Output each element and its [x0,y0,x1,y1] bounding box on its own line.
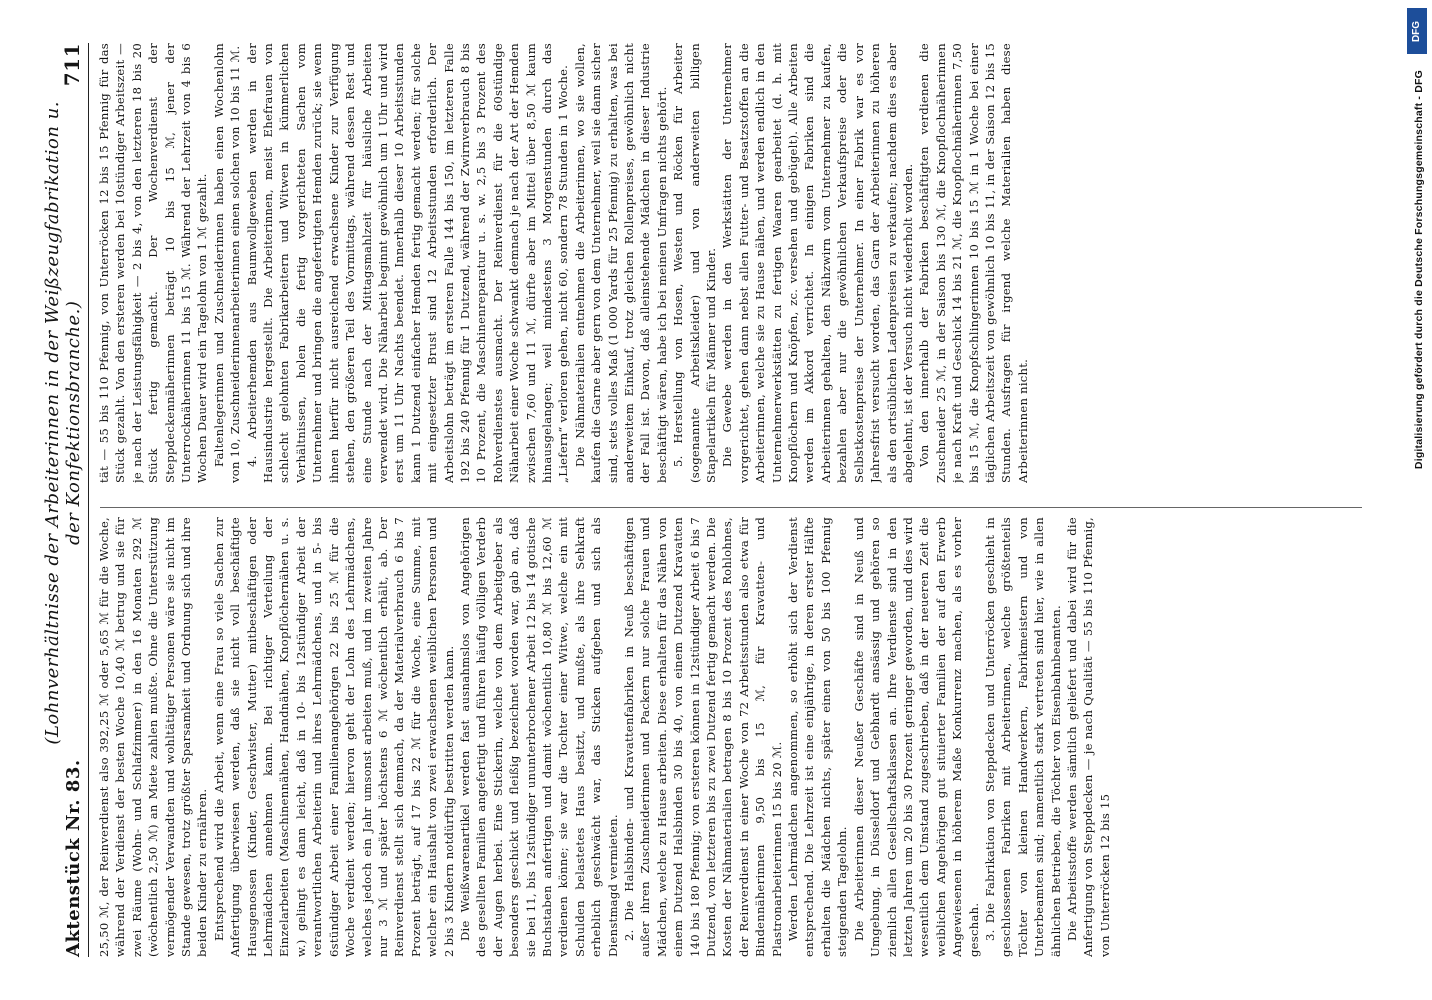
paragraph: 3. Die Fabrikation von Steppdecken und Unterröcken geschieht in geschlossenen Fabriken mit Arbeiterinnen, welche größtenteils Töchter von kleinen Handwerkern, Fabrikmeistern und von Unterbeamten sind; namentlich stark vertreten sind hier, wie in allen ähnlichen Betrieben, die Töchter von Eisenbahnbeamten. [982,517,1063,957]
paragraph: 2. Die Halsbinden- und Kravattenfabriken in Neuß beschäftigen außer ihren Zuschneiderinnen und Packern nur solche Frauen und Mädchen, welche zu Hause arbeiten. Diese erhalten für das Nähen von einem Dutzend Halsbinden 30 bis 40, von einem Dutzend Kravatten 140 bis 180 Pfennig; von ersteren können in 12stündiger Arbeit 6 bis 7 Dutzend, von letzteren bis zu zwei Dutzend fertig gemacht werden. Die Kosten der Nähmaterialien betragen 8 bis 10 Prozent des Rohlohnes, der Reinverdienst in einer Woche von 72 Arbeitsstunden also etwa für Bindennäherinnen 9,50 bis 15 ℳ, für Kravatten- und Plastronarbeiterinnen 15 bis 20 ℳ. [622,517,784,957]
paragraph: Entsprechend wird die Arbeit, wenn eine Frau so viele Sachen zur Anfertigung überwiesen werden, daß sie nicht voll beschäftigte Hausgenossen (Kinder, Geschwister, Mutter) mitbeschäftigen oder Lehrmädchen annehmen kann. Bei richtiger Verteilung der Einzelarbeiten (Maschinennähen, Handnähen, Knopflöchernähen u. s. w.) gelingt es dann leicht, daß in 10- bis 12stündiger Arbeit der verantwortlichen Arbeiterin und ihres Lehrmädchens, und in 5- bis 6stündiger Arbeit einer Familienangehörigen 22 bis 25 ℳ für die Woche verdient werden; hiervon geht der Lohn des Lehrmädchens, welches jedoch ein Jahr umsonst arbeiten muß, und im zweiten Jahre nur 3 ℳ und später höchstens 6 ℳ wöchentlich erhält, ab. Der Reinverdienst stellt sich demnach, da der Materialverbrauch 6 bis 7 Prozent beträgt, auf 17 bis 22 ℳ für die Woche, eine Summe, mit welcher ein Haushalt von zwei erwachsenen weiblichen Personen und 2 bis 3 Kindern notdürftig bestritten werden kann. [211,517,456,957]
rotated-page-frame [36,25,1396,975]
paragraph: Die Arbeitsstoffe werden sämtlich geliefert und dabei wird für die Anfertigung von Steppdecken — je nach Qualität — 55 bis 110 Pfennig, von Unterröcken 12 bis 15 [1064,517,1112,957]
document-page [36,25,1381,975]
paragraph: Werden Lehrmädchen angenommen, so erhöht sich der Verdienst entsprechend. Die Lehrzeit ist eine einjährige, in deren erster Hälfte erhalten die Mädchen nichts, später einen von 50 bis 100 Pfennig steigenden Tagelohn. [786,517,850,957]
page-number: 711 [60,43,84,87]
right-text-column [96,43,1366,483]
paragraph: Faltenlegerinnen und Zuschneiderinnen haben einen Wochenlohn von 10, Zuschneiderinnenarbeiterinnen einen solchen von 10 bis 11 ℳ. [211,43,243,483]
left-text-column [96,517,1366,957]
column-divider [100,507,1362,508]
digitization-credit: Digitalisierung gefördert durch die Deutsche Forschungsgemeinschaft - DFG [1413,70,1425,470]
paragraph: Die Arbeiterinnen dieser Neußer Geschäfte sind in Neuß und Umgebung, in Düsseldorf und Gebhardt ansässig und gehören so ziemlich allen Gesellschaftsklassen an. Ihre Verdienste sind in den letzten Jahren um 20 bis 30 Prozent geringer geworden, und dies wird wesentlich dem Umstand zugeschrieben, daß in der neueren Zeit die weiblichen Angehörigen gut situierter Familien der auf den Erwerb Angewiesenen in höherem Maße Konkurrenz machen, als es vorher geschah. [851,517,981,957]
paragraph: 5. Herstellung von Hosen, Westen und Röcken für Arbeiter (sogenannte Arbeitskleider) und von anderweiten billigen Stapelartikeln für Männer und Kinder. [671,43,719,483]
paragraph: tät — 55 bis 110 Pfennig, von Unterröcken 12 bis 15 Pfennig für das Stück gezahlt. Von den ersteren werden bei 10stündiger Arbeitszeit — je nach der Leistungsfähigkeit — 2 bis 4, von den letzteren 18 bis 20 Stück fertig gemacht. Der Wochenverdienst der Steppdeckennäherinnen beträgt 10 bis 15 ℳ, jener der Unterrocknäherinnen 11 bis 15 ℳ. Während der Lehrzeit von 4 bis 6 Wochen Dauer wird ein Tagelohn von 1 ℳ gezahlt. [97,43,210,483]
paragraph: 4. Arbeiterhemden aus Baumwollgeweben werden in der Hausindustrie hergestellt. Die Arbeiterinnen, meist Ehefrauen von schlecht gelohnten Fabrikarbeitern und Witwen in kümmerlichen Verhältnissen, holen die fertig vorgerichteten Sachen vom Unternehmer und bringen die angefertigten Hemden zurück; sie wenn ihnen hierfür nicht ausreichend erwachsene Kinder zur Verfügung stehen, den größeren Teil des Vormittags, während dessen Rest und eine Stunde nach der Mittagsmahlzeit für häusliche Arbeiten verwendet wird. Die Näharbeit beginnt gewöhnlich um 1 Uhr und wird erst um 11 Uhr Nachts beendet. Innerhalb dieser 10 Arbeitsstunden kann 1 Dutzend einfacher Hemden fertig gemacht werden; für solche mit eingesetzter Brust sind 12 Arbeitsstunden erforderlich. Der Arbeitslohn beträgt im ersteren Falle 144 bis 150, im letzteren Falle 192 bis 240 Pfennig für 1 Dutzend, während der Zwirnverbrauch 8 bis 10 Prozent, die Maschinenreparatur u. s. w. 2,5 bis 3 Prozent des Rohverdienstes ausmacht. Der Reinverdienst für die 60stündige Näharbeit einer Woche schwankt demnach je nach der Art der Hemden zwischen 7,60 und 11 ℳ, dürfte aber im Mittel über 8,50 ℳ kaum hinausgelangen; weil mindestens 3 Morgenstunden durch das „Liefern“ verloren gehen, nicht 60, sondern 78 Stunden in 1 Woche. [244,43,571,483]
paragraph: Die Gewebe werden in den Werkstätten der Unternehmer vorgerichtet, gehen dann nebst allen Futter- und Besatzstoffen an die Arbeiterinnen, welche sie zu Hause nähen, und werden endlich in den Unternehmerwerkstätten zu fertigen Waaren gearbeitet (d. h. mit Knopflöchern und Knöpfen, zc. versehen und gebügelt). Alle Arbeiten werden im Akkord verrichtet. In einigen Fabriken sind die Arbeiterinnen gehalten, den Nähzwirn vom Unternehmer zu kaufen, bezahlen aber nur die gewöhnlichen Verkaufspreise oder die Selbstkostenpreise der Unternehmer. In einer Fabrik war es vor Jahresfrist versucht worden, das Garn der Arbeiterinnen zu höheren als den ortsüblichen Ladenpreisen zu verkaufen; nachdem dies es aber abgelehnt, ist der Versuch nicht wiederholt worden. [720,43,915,483]
dfg-logo: DFG [1407,8,1427,54]
paragraph: Die Weißwarenartikel werden fast ausnahmslos von Angehörigen des gesellten Familien angefertigt und führen häufig völligen Verderb der Augen herbei. Eine Stickerin, welche von dem Arbeitgeber als besonders geschickt und fleißig bezeichnet worden war, gab an, daß sie bei 11, bis 12stündiger ununterbrochener Arbeit 12 bis 14 gotische Buchstaben anfertigen und damit wöchentlich 10,80 ℳ bis 12,60 ℳ verdienen könne; sie war die Tochter einer Witwe, welche ein mit Schulden belastetes Haus besitzt, und mußte, als ihre Sehkraft erheblich geschwächt war, das Sticken aufgeben und sich als Dienstmagd vermieten. [457,517,620,957]
page-header [42,43,84,957]
header-rule [88,43,89,957]
paragraph: 25,50 ℳ, der Reinverdienst also 392,25 ℳ oder 5,65 ℳ für die Woche, während der Verdienst der besten Woche 10,40 ℳ betrug und sie für zwei Räume (Wohn- und Schlafzimmer) in den 16 Monaten 292 ℳ (wöchentlich 2,50 ℳ) an Miete zahlen mußte. Ohne die Unterstützung vermögender Verwandten und wohltätiger Personen wäre sie nicht im Stande gewesen, trotz größter Sparsamkeit und Ordnung sich und ihre beiden Kinder zu ernähren. [97,517,210,957]
paragraph: Die Nähmaterialien entnehmen die Arbeiterinnen, wo sie wollen, kaufen die Garne aber gern von dem Unternehmer, weil sie dann sicher sind, stets volles Maß (1 000 Yards für 25 Pfennig) zu erhalten, was bei anderweitem Einkauf, trotz gleichen Rollenpreises, gewöhnlich nicht der Fall ist. Davon, daß alleinstehende Mädchen in dieser Industrie beschäftigt wären, habe ich bei meinen Umfragen nichts gehört. [572,43,669,483]
running-title: (Lohnverhältnisse der Arbeiterinnen in der Weißzeugfabrikation u. der Konfektionsbranche.) [42,101,84,745]
paragraph: Von den innerhalb der Fabriken beschäftigten verdienen die Zuschneider 25 ℳ, in der Saison bis 130 ℳ, die Knopflochnäherinnen je nach Kraft und Geschick 14 bis 21 ℳ, die Knopflochnäherinnen 7,50 bis 15 ℳ, die Knopfschlingerinnen 10 bis 15 ℳ in 1 Woche bei einer täglichen Arbeitszeit von gewöhnlich 10 bis 11, in der Saison 12 bis 15 Stunden. Ausfragen für irgend welche Materialien haben diese Arbeiterinnen nicht. [917,43,1030,483]
document-number: Aktenstück Nr. 83. [63,759,84,957]
credit-strip [1402,0,1432,1000]
